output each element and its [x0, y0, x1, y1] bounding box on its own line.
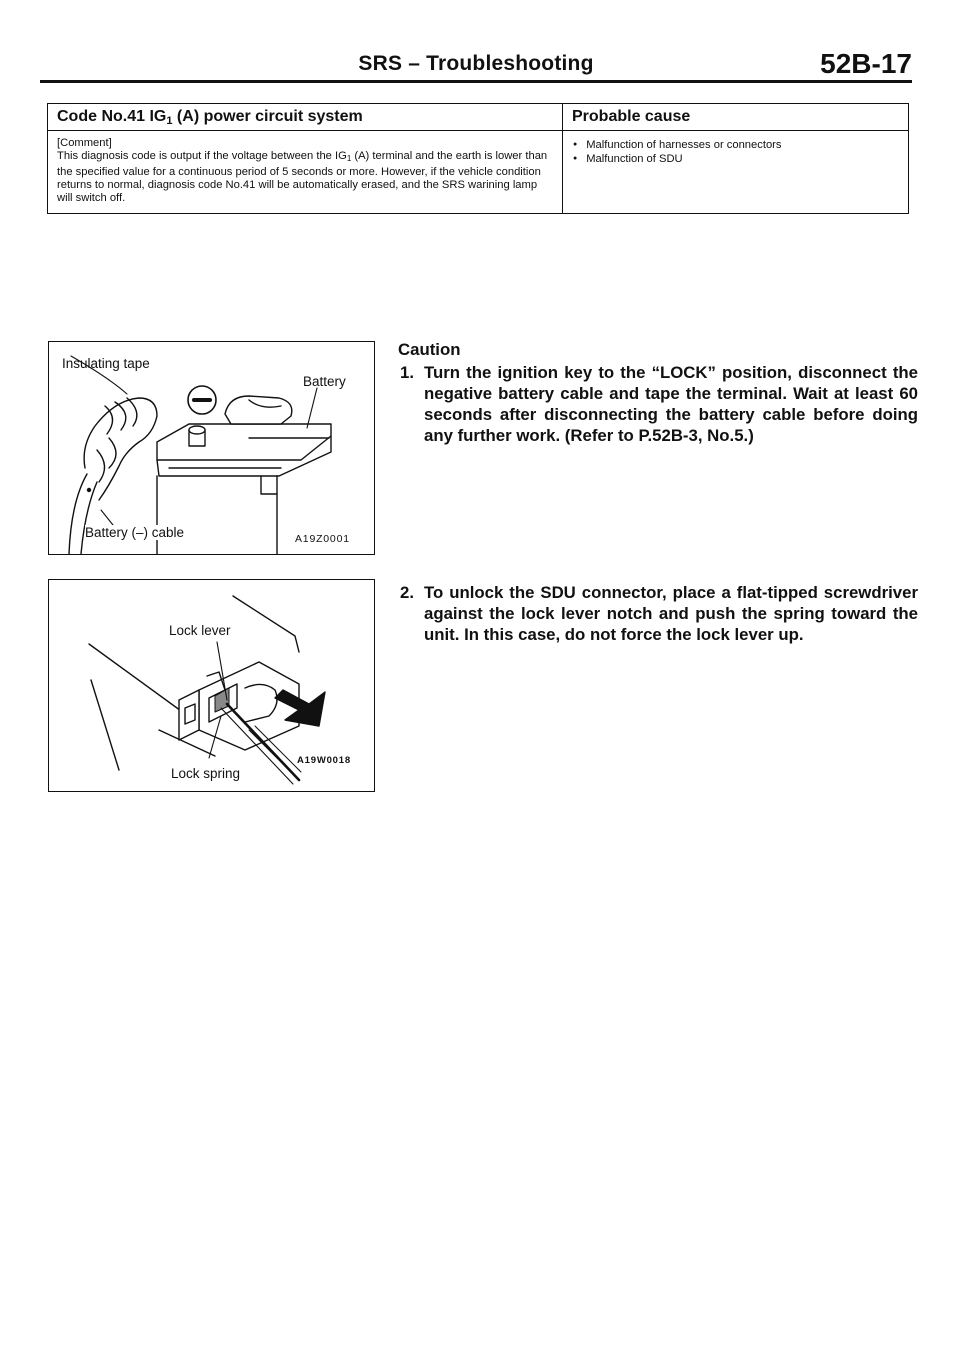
code-title-subscript: 1: [166, 115, 173, 127]
step-text: Turn the ignition key to the “LOCK” position, disconnect the negative battery cable and tape the terminal. Wait at least 60 seconds after disconnecting the battery cable before doing any further work. (Refer to P.52B-3, No.5.): [424, 363, 918, 445]
battery-illustration: [48, 341, 375, 555]
battery-cable-label: Battery (–) cable: [85, 525, 185, 540]
figure-id: A19W0018: [297, 755, 351, 766]
step-text: To unlock the SDU connector, place a flat-tipped screwdriver against the lock lever notch and push the spring toward the unit. In this case, do not force the lock lever up.: [424, 583, 918, 644]
figure-id: A19Z0001: [295, 533, 350, 545]
lock-spring-label: Lock spring: [171, 766, 241, 781]
cause-column: [563, 104, 908, 213]
comment-text-rest: (A) terminal and the earth is lower than the specified value for a continuous period of 5 seconds or more. However, if the vehicle condition returns to normal, diagnosis code No.41 will be automatically erased, and the SRS warining lamp will switch off.: [57, 150, 548, 205]
cause-item: ● Malfunction of harnesses or connectors: [573, 138, 908, 152]
code-title: [48, 104, 562, 131]
comment-column: [48, 104, 563, 213]
step-number: 1.: [400, 363, 414, 382]
code-title-rest: (A) power circuit system: [172, 108, 363, 125]
step-number: 2.: [400, 583, 414, 602]
comment-subscript: 1: [346, 154, 352, 164]
connector-illustration: [48, 579, 375, 792]
step-item: [398, 582, 918, 645]
page-header: [40, 48, 912, 78]
cause-item: ● Malfunction of SDU: [573, 152, 908, 166]
battery-label: Battery: [303, 374, 346, 389]
header-divider: [40, 80, 912, 83]
step-1: [398, 362, 918, 446]
caution-heading: Caution: [398, 340, 461, 359]
lock-lever-label: Lock lever: [169, 623, 231, 638]
comment-text-start: This diagnosis code is output if the voltage between the IG: [57, 150, 347, 163]
step-item: [398, 362, 918, 446]
insulating-tape-label: Insulating tape: [62, 356, 150, 371]
cause-title: Probable cause: [563, 104, 908, 131]
cause-list: [563, 131, 908, 167]
diagnosis-code-table: [47, 103, 909, 214]
minus-terminal-icon: [188, 386, 216, 414]
comment-text: [48, 131, 562, 205]
comment-label: [Comment]: [57, 137, 112, 149]
code-title-text: Code No.41 IG: [57, 108, 167, 125]
page-number: 52B-17: [820, 48, 912, 79]
page-title: SRS – Troubleshooting: [358, 52, 594, 75]
step-2: [398, 582, 918, 645]
